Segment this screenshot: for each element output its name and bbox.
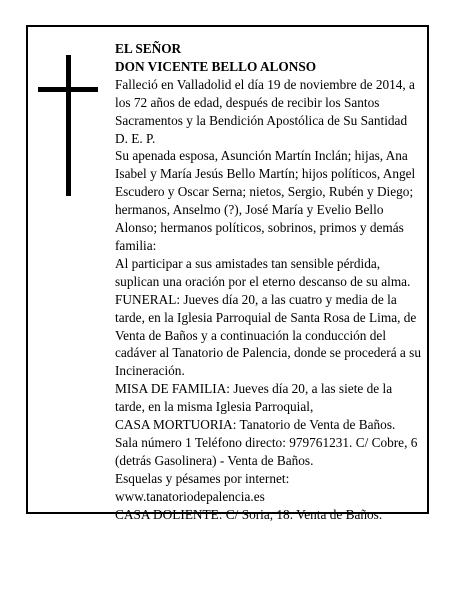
family-list: Su apenada esposa, Asunción Martín Inclán; hijas, Ana Isabel y María Jesús Bello Martín; hijos políticos, Angel Escudero y Oscar Serna; nietos, Sergio, Rubén y Diego; hermanos, Anselmo (?), José María y Evelio Bello Alonso; hermanos políticos, sobrinos, primos y demás familia: bbox=[115, 148, 416, 253]
family-mass-details: MISA DE FAMILIA: Jueves día 20, a las siete de la tarde, en la misma Iglesia Parroquial, bbox=[115, 381, 393, 415]
notice-heading: EL SEÑOR bbox=[115, 41, 182, 56]
condolences-website: www.tanatoriodepalencia.es bbox=[115, 488, 265, 504]
cross-icon-horizontal-bar bbox=[38, 87, 98, 92]
death-announcement: Falleció en Valladolid el día 19 de noviembre de 2014, a los 72 años de edad, después de recibir los Santos Sacramentos y la Bendición Apostólica de Su Santidad D. E. P. bbox=[115, 76, 415, 146]
obituary-text bbox=[115, 40, 421, 523]
mourning-home-address: CASA DOLIENTE: C/ Soria, 18. Venta de Baños. bbox=[115, 506, 383, 522]
cross-icon-vertical-bar bbox=[66, 55, 71, 196]
prayer-request: Al participar a sus amistades tan sensible pérdida, suplican una oración por el eterno descanso de su alma. bbox=[115, 255, 411, 289]
funeral-home-details: CASA MORTUORIA: Tanatorio de Venta de Baños. Sala número 1 Teléfono directo: 979761231. C/ Cobre, 6 (detrás Gasolinera) - Venta de Baños. bbox=[115, 417, 418, 468]
funeral-details: FUNERAL: Jueves día 20, a las cuatro y media de la tarde, en la Iglesia Parroquial de Santa Rosa de Lima, de Venta de Baños y a continuación la conducción del cadáver al Tanatorio de Palencia, donde se procederá a su Incineración. bbox=[115, 291, 421, 379]
deceased-name: DON VICENTE BELLO ALONSO bbox=[115, 58, 317, 74]
condolences-label: Esquelas y pésames por internet: bbox=[115, 470, 290, 486]
